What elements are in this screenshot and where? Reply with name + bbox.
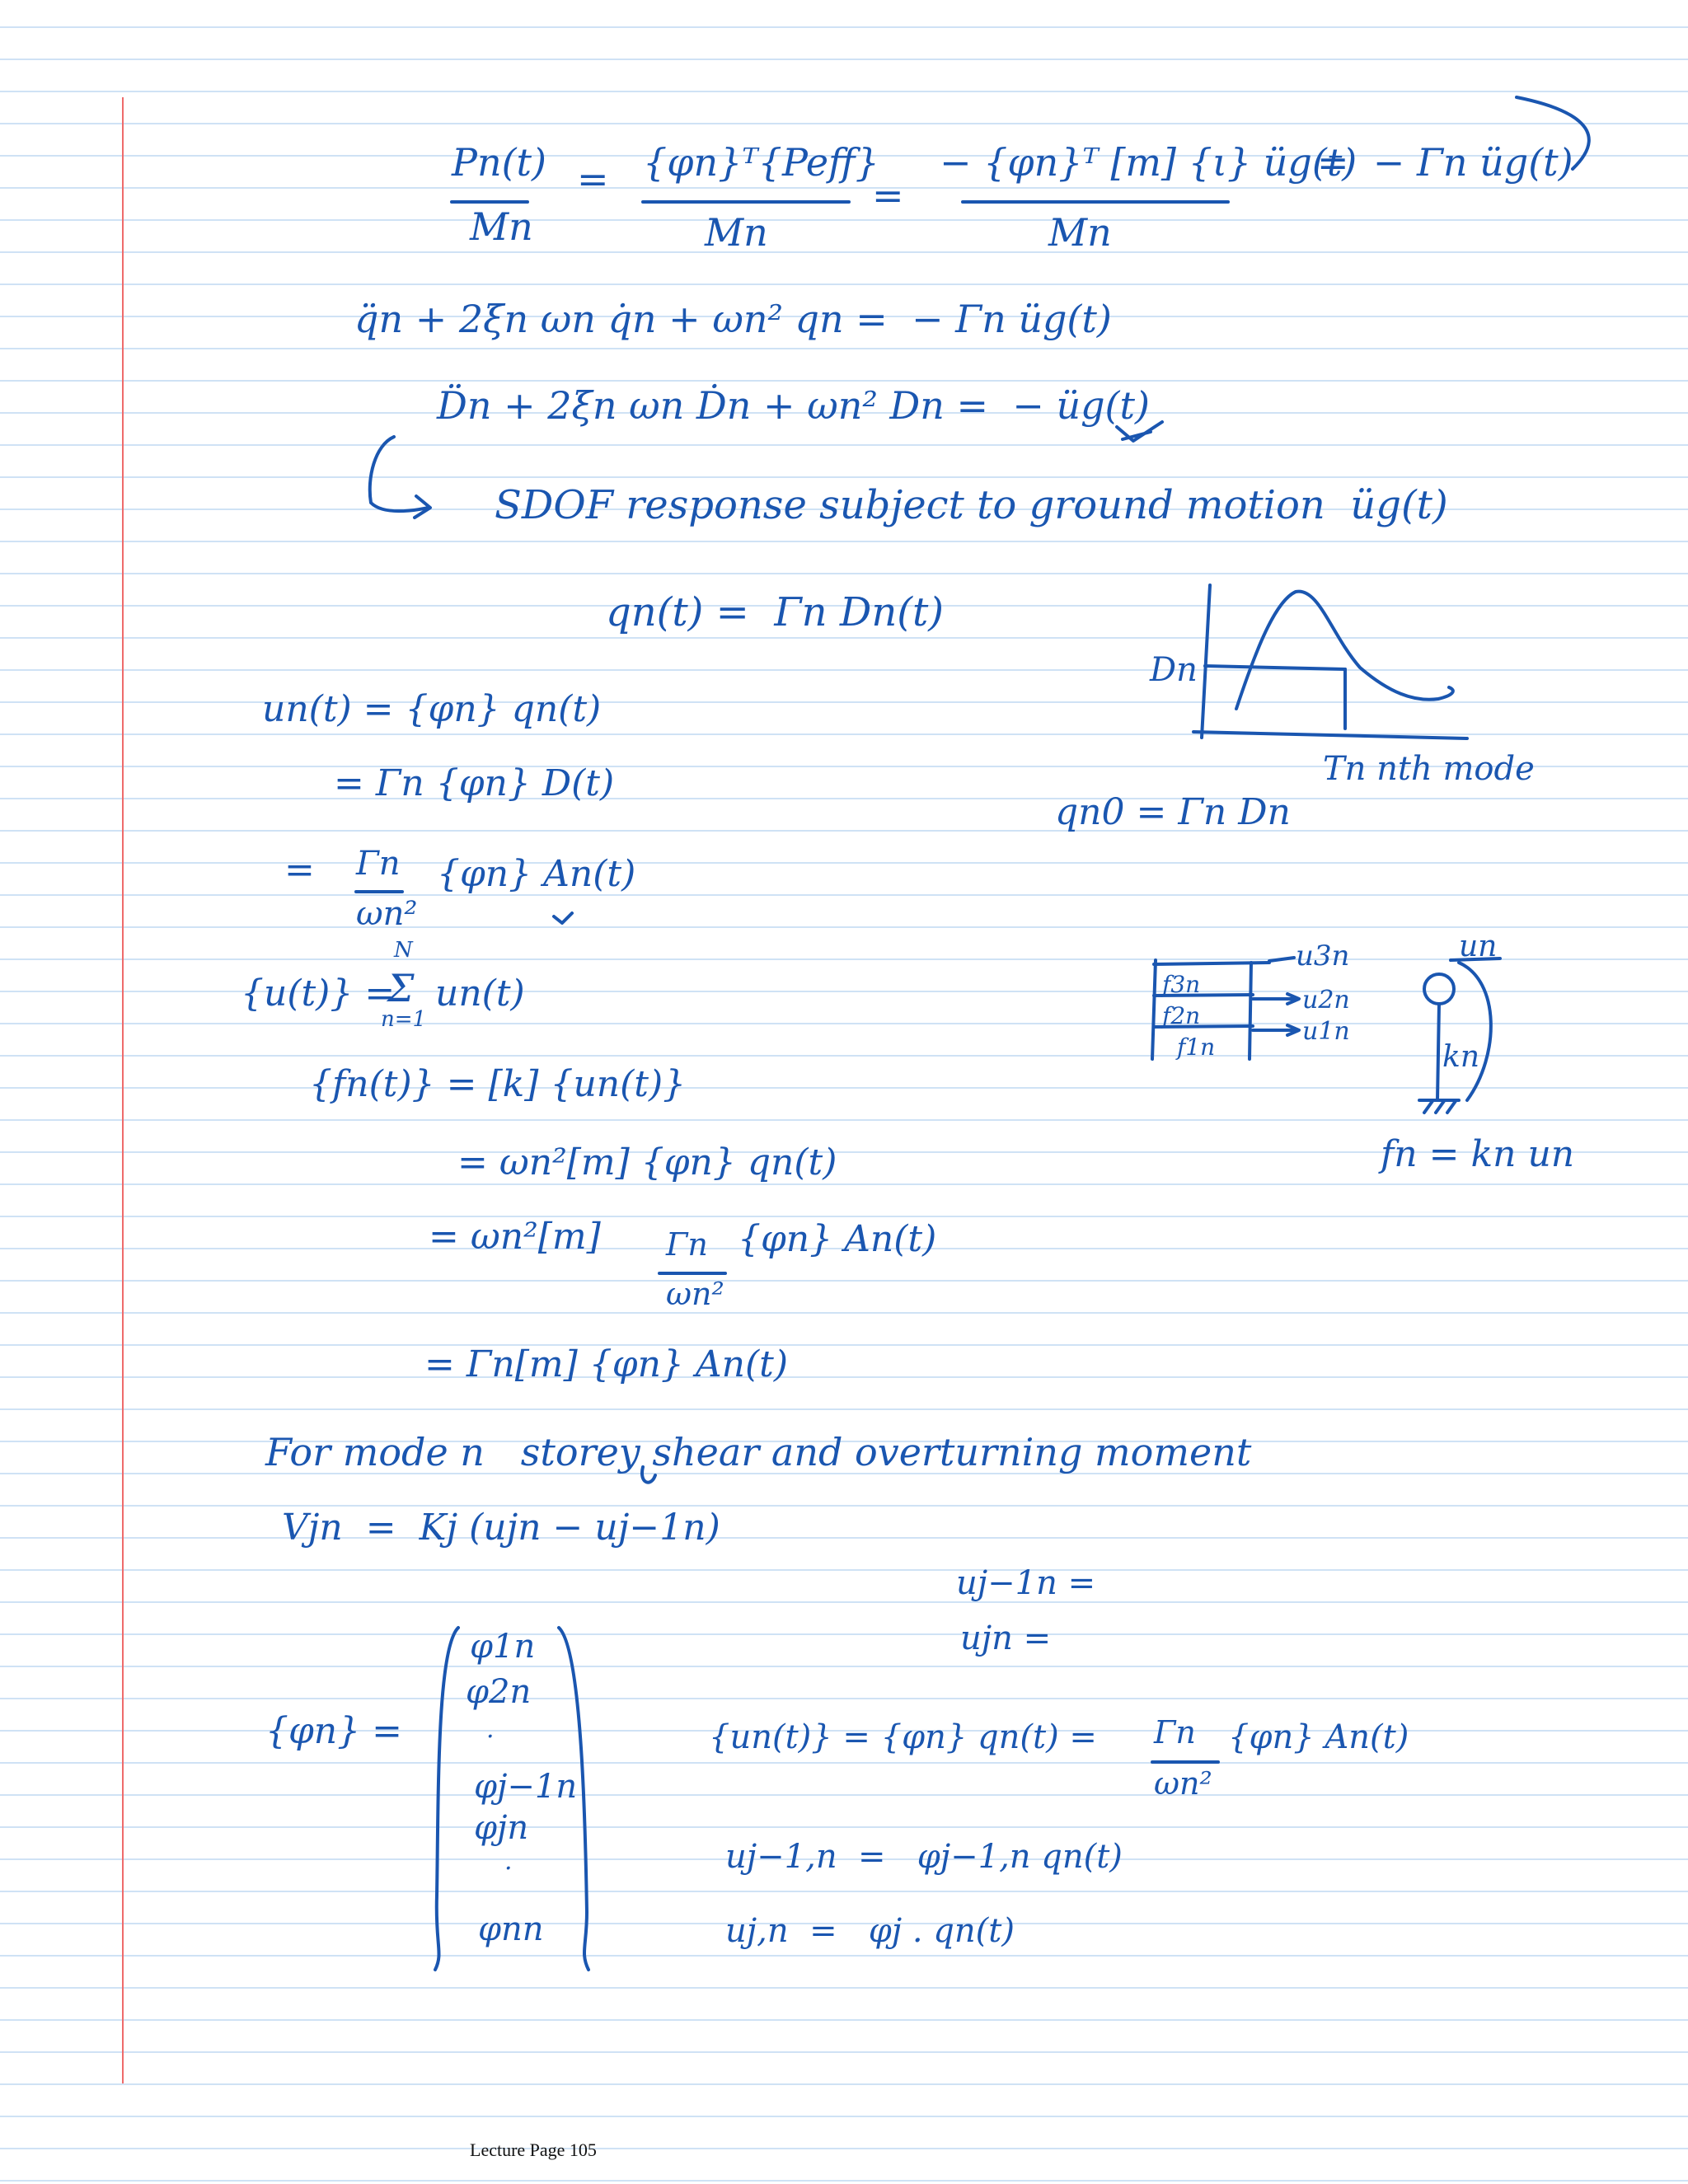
frame-arrow-u3 [1269, 958, 1294, 961]
frame-right-col [1250, 963, 1251, 1059]
vector-entry-2: φ2n [466, 1673, 532, 1711]
vector-entry-1: φ1n [470, 1628, 536, 1666]
eq13-fn-final: = Γn[m] {φn} An(t) [424, 1343, 789, 1385]
vector-entry-j-1: φj−1n [474, 1768, 578, 1806]
frame-u2-label: u2n [1302, 986, 1350, 1015]
sdof-k-label: kn [1442, 1040, 1479, 1074]
small-check [554, 913, 572, 923]
eq6-un: un(t) = {φn} qn(t) [262, 688, 602, 730]
vector-entry-j: φjn [474, 1809, 529, 1847]
sdof-mass [1424, 974, 1454, 1004]
page-footer: Lecture Page 105 [470, 2139, 597, 2160]
graph-y-label: Dn [1150, 651, 1198, 689]
eq18-numerator: Γn [1154, 1714, 1196, 1750]
eq8-rest: {φn} An(t) [437, 853, 636, 895]
sdof-deflected-shape [1459, 963, 1491, 1100]
frame-u3-label: u3n [1296, 940, 1350, 972]
arrow-head [415, 496, 430, 518]
eq15-storey-shear: Vjn = Kj (ujn − uj−1n) [282, 1507, 720, 1549]
eq1-tail: = − Γn üg(t) [1317, 140, 1573, 185]
eq9-sum-lower: n=1 [381, 1007, 427, 1032]
vector-label: {φn} = [265, 1710, 402, 1752]
graph-x-label: Tn nth mode [1323, 750, 1535, 788]
qn0-equation: qn0 = Γn Dn [1055, 791, 1291, 833]
eq8-equals: = [284, 849, 315, 891]
graph-horizontal-line [1205, 666, 1345, 669]
frame-f3-label: f3n [1162, 971, 1201, 998]
eq9-sum-upper: N [394, 938, 413, 963]
eq1-equals-2: = [872, 173, 904, 218]
vector-entry-dots-2: · [504, 1854, 513, 1883]
eq1-mid-numerator: {φn}ᵀ{Peff} [643, 140, 879, 185]
eq3-sdof-eom: D̈n + 2ξn ωn Ḋn + ωn² Dn = − üg(t) [437, 383, 1150, 428]
sdof-column [1437, 1004, 1439, 1100]
vector-left-brace [435, 1628, 458, 1970]
eq8-denominator: ωn² [356, 895, 418, 933]
frame-f2-label: f2n [1162, 1002, 1201, 1029]
eq12-rest: {φn} An(t) [738, 1218, 937, 1260]
sdof-top-label: un [1459, 930, 1498, 963]
eq9-sum-symbol: Σ [387, 966, 415, 1010]
eq19-uj-1n: uj−1,n = φj−1,n qn(t) [725, 1838, 1123, 1876]
frame-u1-label: u1n [1302, 1017, 1350, 1046]
vector-entry-n: φnn [478, 1910, 544, 1948]
eq1-rhs-numerator: − {φn}ᵀ [m] {ι} üg(t) [940, 140, 1357, 185]
eq5-qn: qn(t) = Γn Dn(t) [606, 589, 944, 635]
eq9-u-total: {u(t)} = [241, 972, 396, 1015]
eq7-un-gamma: = Γn {φn} D(t) [334, 762, 615, 804]
eq1-equals-1: = [577, 157, 609, 201]
mode-heading: For mode n storey shear and overturning moment [265, 1430, 1252, 1474]
eq1-mid-denominator: Mn [705, 210, 768, 255]
vector-entry-dots-1: · [486, 1722, 495, 1751]
eq10-fn: {fn(t)} = [k] {un(t)} [309, 1063, 687, 1105]
eq12-pre: = ωn²[m] [429, 1216, 601, 1258]
eq11-fn-q: = ωn²[m] {φn} qn(t) [457, 1141, 837, 1183]
sdof-force-equation: fn = kn un [1381, 1133, 1575, 1175]
eq1-lhs-denominator: Mn [470, 204, 533, 249]
eq18-denominator: ωn² [1154, 1765, 1212, 1802]
eq12-numerator: Γn [666, 1226, 708, 1263]
frame-left-col [1152, 960, 1156, 1059]
graph-y-axis [1202, 585, 1210, 738]
sdof-base-hatch [1424, 1101, 1456, 1113]
eq17-ujn: ujn = [960, 1619, 1052, 1657]
eq8-numerator: Γn [356, 845, 401, 883]
eq18-rest: {φn} An(t) [1228, 1718, 1409, 1756]
eq12-denominator: ωn² [666, 1276, 724, 1312]
eq9-rest: un(t) [435, 972, 525, 1015]
eq20-ujn: uj,n = φj . qn(t) [725, 1912, 1015, 1950]
sdof-response-text: SDOF response subject to ground motion üg(t) [495, 482, 1448, 528]
graph-x-axis [1193, 732, 1467, 738]
eq18-un-vector: {un(t)} = {φn} qn(t) = [709, 1718, 1097, 1756]
eq1-lhs-numerator: Pn(t) [452, 140, 546, 185]
eq16-uj-1n: uj−1n = [956, 1564, 1096, 1602]
eq1-rhs-denominator: Mn [1048, 210, 1112, 255]
frame-f1-label: f1n [1177, 1033, 1216, 1061]
eq2-modal-eom: q̈n + 2ξn ωn q̇n + ωn² qn = − Γn üg(t) [354, 297, 1112, 341]
